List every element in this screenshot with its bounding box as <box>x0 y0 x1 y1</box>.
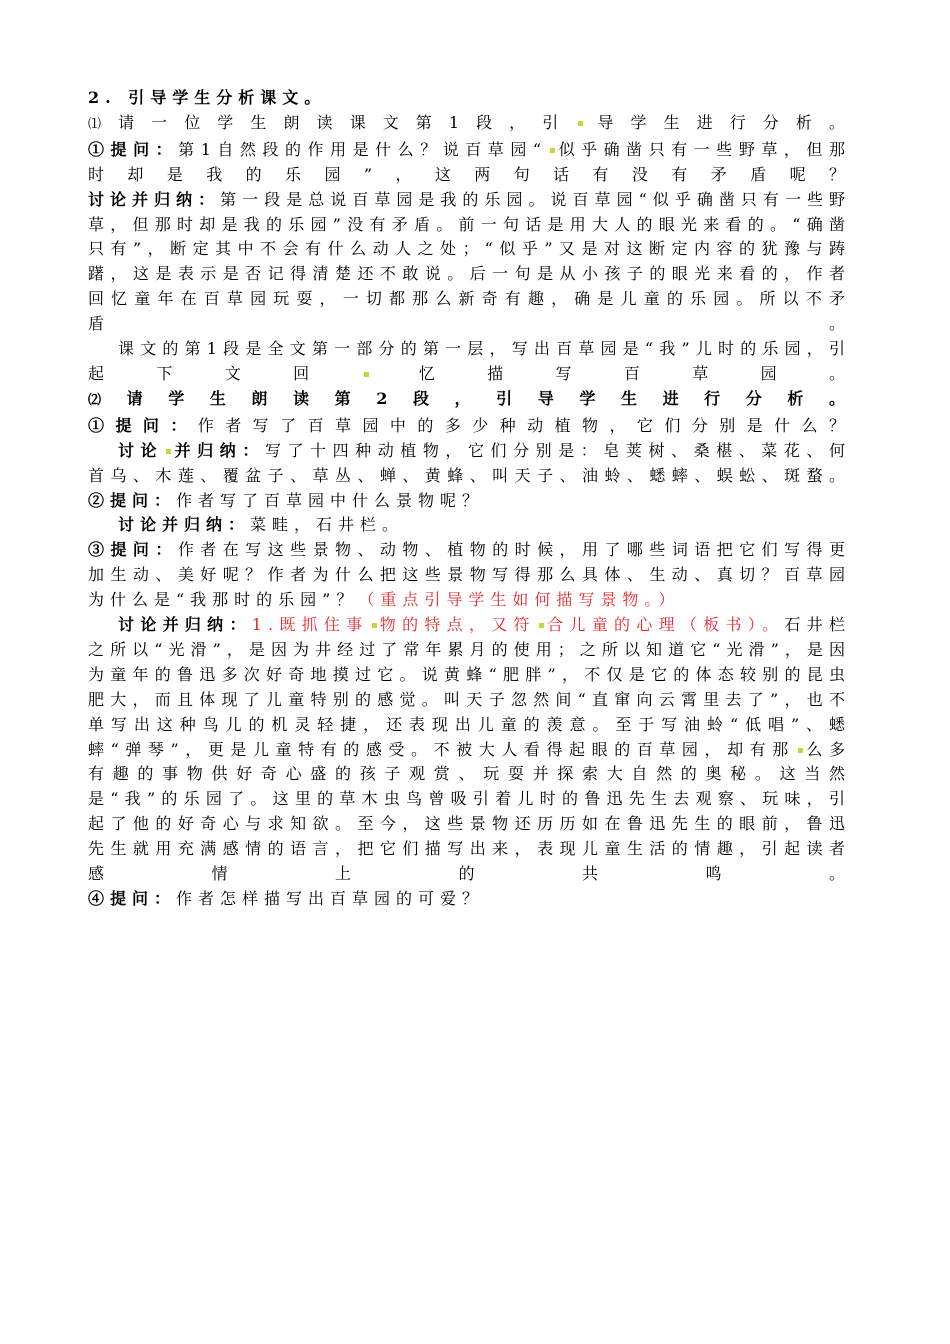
question-2-2: ②提问：作者写了百草园中什么景物呢？ <box>88 490 485 510</box>
marker-dot <box>372 623 377 628</box>
marker-dot <box>798 748 803 753</box>
marker-dot <box>550 148 555 153</box>
question-2-3: ③提问：作者在写这些景物、动物、植物的时候，用了哪些词语把它们写得更加生动、美好呢？作者为什么把这些景物写得那么具体、生动、真切？百草园为什么是“我那时的乐园”？（重点引导学生如何描写景物。） <box>88 540 851 610</box>
teaching-note: （重点引导学生如何描写景物。） <box>358 590 681 610</box>
answer-2-2: 讨论并归纳：菜畦，石井栏。 <box>118 515 405 535</box>
answer-1: 讨论并归纳：第一段是总说百草园是我的乐园。说百草园“似乎确凿只有一些野草，但那时却是我的乐园”没有矛盾。前一句话是用大人的眼光来看的。“确凿只有”，断定其中不会有什么动人之处；“似乎”又是对这断定内容的犹豫与踌躇，这是表示是否记得清楚还不敢说。后一句是从小孩子的眼光来看的，作者回忆童年在百草园玩耍，一切都那么新奇有趣，确是儿童的乐园。所以不矛盾。 <box>88 189 851 334</box>
marker-dot <box>539 623 544 628</box>
question-1: ①提问：第1自然段的作用是什么？说百草园“ 似乎确凿只有一些野草，但那时却是我的乐园”，这两句话有没有矛盾呢？ <box>88 139 851 184</box>
paragraph-1-intro: ⑴请一位学生朗读课文第1段，引 导学生进行分析。 <box>88 112 851 132</box>
section-heading: 2. 引导学生分析课文。 <box>88 88 327 107</box>
answer-2-3: 讨论并归纳：1.既抓住事 物的特点，又符 合儿童的心理（板书）。石井栏之所以“光滑”，是因为井经过了常年累月的使用；之所以知道它“光滑”，是因为童年的鲁迅多次好奇地摸过它。说黄蜂“肥胖”，不仅是它的体态较别的昆虫肥大，而且体现了儿童特别的感觉。叫天子忽然间“直窜向云霄里去了”，也不单写出这种鸟儿的机灵轻捷，还表现出儿童的羡意。至于写油蛉“低唱”、蟋蟀“弹琴”，更是儿童特有的感受。不被大人看得起眼的百草园，却有那 么多有趣的事物供好奇心盛的孩子观赏、玩耍并探索大自然的奥秘。这当然是“我”的乐园了。这里的草木虫鸟曾吸引着儿时的鲁迅先生去观察、玩味，引起了他的好奇心与求知欲。至今，这些景物还历历如在鲁迅先生的眼前，鲁迅先生就用充满感情的语言，把它们描写出来，表现儿童生活的情趣，引起读者感情上的共鸣。 <box>88 615 851 884</box>
marker-dot <box>364 372 369 377</box>
document-page <box>88 86 851 912</box>
marker-dot <box>166 449 171 454</box>
marker-dot <box>578 121 583 126</box>
question-2-1: ①提问：作者写了百草园中的多少种动植物，它们分别是什么？ <box>88 415 851 435</box>
paragraph-2-intro: ⑵请学生朗读第2段，引导学生进行分析。 <box>88 388 851 408</box>
summary-paragraph: 课文的第1段是全文第一部分的第一层，写出百草园是“我”儿时的乐园，引起下文回 忆描写百草园。 <box>88 339 851 383</box>
question-2-4: ④提问：作者怎样描写出百草园的可爱？ <box>88 889 485 908</box>
answer-2-1: 讨论 并归纳：写了十四种动植物，它们分别是：皂荚树、桑椹、菜花、何首乌、木莲、覆盆子、草丛、蝉、黄蜂、叫天子、油蛉、蟋蟀、蜈蚣、斑蝥。 <box>88 440 851 485</box>
